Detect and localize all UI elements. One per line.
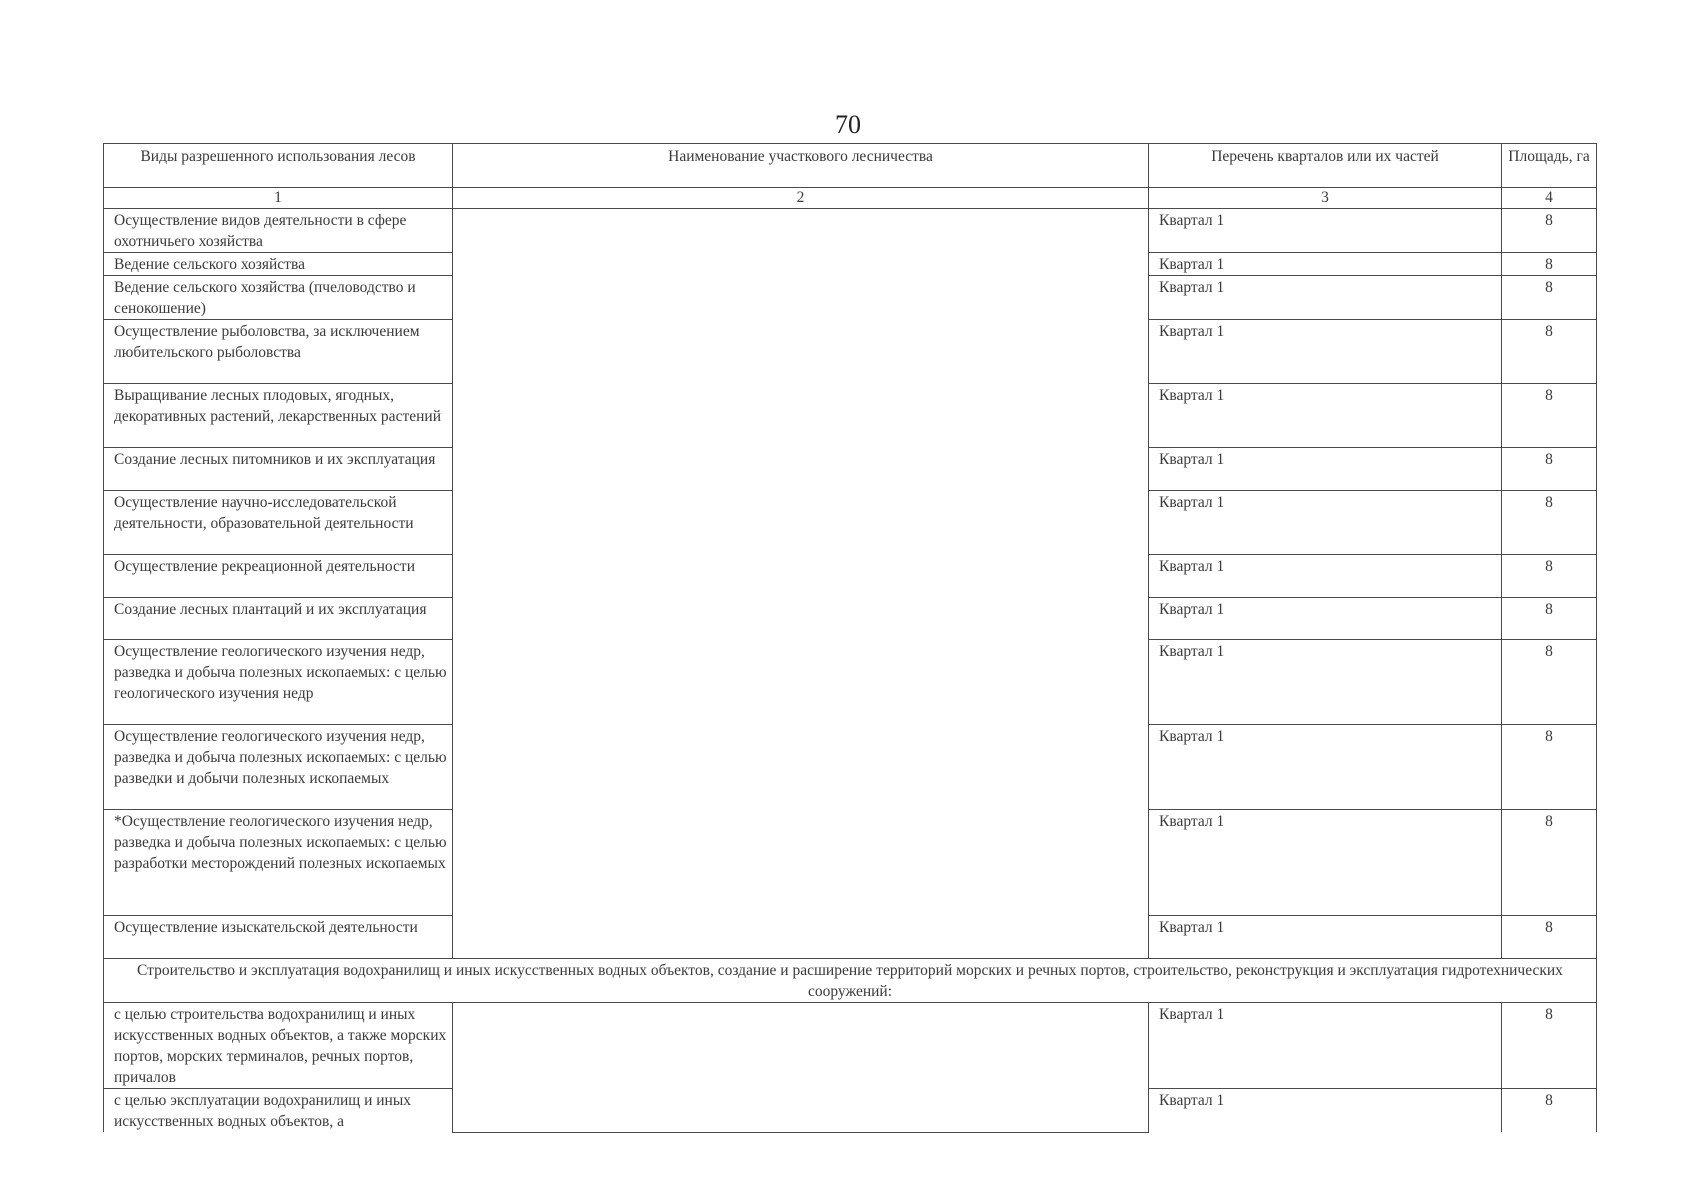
area-cell: 8 <box>1502 384 1597 448</box>
column-number-row <box>104 188 1597 209</box>
use-type-cell: Создание лесных плантаций и их эксплуатация <box>104 598 453 640</box>
quarter-cell: Квартал 1 <box>1149 253 1502 276</box>
table-row <box>104 209 1597 253</box>
column-header-area: Площадь, га <box>1502 144 1597 188</box>
column-number: 1 <box>104 188 453 209</box>
quarter-cell: Квартал 1 <box>1149 491 1502 555</box>
use-type-cell: Осуществление научно-исследовательской деятельности, образовательной деятельности <box>104 491 453 555</box>
quarter-cell: Квартал 1 <box>1149 320 1502 384</box>
table-row <box>104 1003 1597 1089</box>
area-cell: 8 <box>1502 276 1597 320</box>
quarter-cell: Квартал 1 <box>1149 555 1502 598</box>
column-number: 3 <box>1149 188 1502 209</box>
use-type-cell: Осуществление геологического изучения недр, разведка и добыча полезных ископаемых: с целью разведки и добычи полезных ископаемых <box>104 725 453 810</box>
table-header-row <box>104 144 1597 188</box>
forestry-name-cell <box>453 209 1149 959</box>
use-type-cell: Ведение сельского хозяйства (пчеловодство и сенокошение) <box>104 276 453 320</box>
area-cell: 8 <box>1502 1089 1597 1133</box>
area-cell: 8 <box>1502 598 1597 640</box>
area-cell: 8 <box>1502 448 1597 491</box>
forest-use-table <box>103 143 1597 1133</box>
use-type-cell: Осуществление изыскательской деятельности <box>104 916 453 959</box>
use-type-cell: Ведение сельского хозяйства <box>104 253 453 276</box>
page-number: 70 <box>835 110 861 139</box>
forestry-name-cell <box>453 1003 1149 1133</box>
quarter-cell: Квартал 1 <box>1149 916 1502 959</box>
quarter-cell: Квартал 1 <box>1149 725 1502 810</box>
column-header-use-type: Виды разрешенного использования лесов <box>104 144 453 188</box>
quarter-cell: Квартал 1 <box>1149 276 1502 320</box>
quarter-cell: Квартал 1 <box>1149 810 1502 916</box>
column-header-forestry: Наименование участкового лесничества <box>453 144 1149 188</box>
use-type-cell: Осуществление видов деятельности в сфере охотничьего хозяйства <box>104 209 453 253</box>
use-type-cell: с целью строительства водохранилищ и иных искусственных водных объектов, а также морских портов, морских терминалов, речных портов, причалов <box>104 1003 453 1089</box>
area-cell: 8 <box>1502 555 1597 598</box>
use-type-cell: Осуществление рекреационной деятельности <box>104 555 453 598</box>
section-heading: Строительство и эксплуатация водохранилищ и иных искусственных водных объектов, создание и расширение территорий морских и речных портов, строительство, реконструкция и эксплуатация гидротехнических сооружений: <box>104 959 1597 1003</box>
column-number: 4 <box>1502 188 1597 209</box>
quarter-cell: Квартал 1 <box>1149 448 1502 491</box>
area-cell: 8 <box>1502 725 1597 810</box>
area-cell: 8 <box>1502 916 1597 959</box>
quarter-cell: Квартал 1 <box>1149 640 1502 725</box>
quarter-cell: Квартал 1 <box>1149 598 1502 640</box>
area-cell: 8 <box>1502 640 1597 725</box>
quarter-cell: Квартал 1 <box>1149 1089 1502 1133</box>
use-type-cell: Осуществление рыболовства, за исключением любительского рыболовства <box>104 320 453 384</box>
quarter-cell: Квартал 1 <box>1149 384 1502 448</box>
use-type-cell: с целью эксплуатации водохранилищ и иных искусственных водных объектов, а <box>104 1089 453 1133</box>
use-type-cell: Создание лесных питомников и их эксплуатация <box>104 448 453 491</box>
area-cell: 8 <box>1502 491 1597 555</box>
quarter-cell: Квартал 1 <box>1149 209 1502 253</box>
area-cell: 8 <box>1502 209 1597 253</box>
use-type-cell: *Осуществление геологического изучения недр, разведка и добыча полезных ископаемых: с целью разработки месторождений полезных ископаемых <box>104 810 453 916</box>
section-heading-row <box>104 959 1597 1003</box>
column-number: 2 <box>453 188 1149 209</box>
use-type-cell: Осуществление геологического изучения недр, разведка и добыча полезных ископаемых: с целью геологического изучения недр <box>104 640 453 725</box>
quarter-cell: Квартал 1 <box>1149 1003 1502 1089</box>
area-cell: 8 <box>1502 320 1597 384</box>
use-type-cell: Выращивание лесных плодовых, ягодных, декоративных растений, лекарственных растений <box>104 384 453 448</box>
area-cell: 8 <box>1502 810 1597 916</box>
column-header-quarters: Перечень кварталов или их частей <box>1149 144 1502 188</box>
area-cell: 8 <box>1502 1003 1597 1089</box>
area-cell: 8 <box>1502 253 1597 276</box>
